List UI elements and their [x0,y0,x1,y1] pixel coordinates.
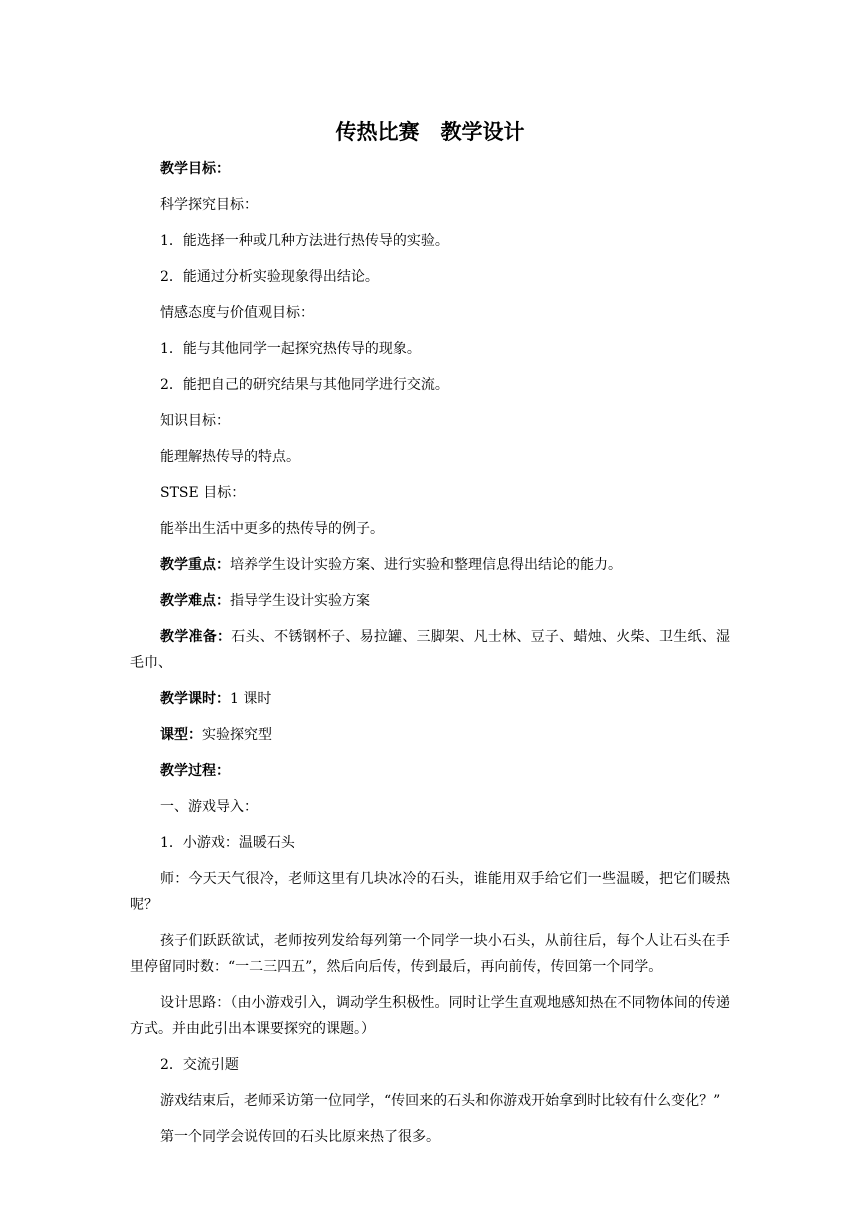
goals-heading: 教学目标： [160,161,230,177]
knowledge-heading: 知识目标： [160,413,230,429]
hours-text: 1 课时 [230,691,272,707]
knowledge-item-1: 能理解热传导的特点。 [160,449,300,465]
document-body [130,156,730,1160]
key-point-text: 培养学生设计实验方案、进行实验和整理信息得出结论的能力。 [230,557,622,573]
interview-paragraph: 游戏结束后，老师采访第一位同学，“传回来的石头和你游戏开始拿到时比较有什么变化？” [160,1093,721,1109]
science-item-1: 1．能选择一种或几种方法进行热传导的实验。 [160,233,449,249]
attitude-item-1: 1．能与其他同学一起探究热传导的现象。 [160,341,421,357]
attitude-item-2: 2．能把自己的研究结果与其他同学进行交流。 [160,377,449,393]
preparation-paragraph [130,624,730,676]
stse-heading: STSE 目标： [160,485,246,501]
science-heading: 科学探究目标： [160,197,258,213]
attitude-heading: 情感态度与价值观目标： [160,305,314,321]
children-paragraph: 孩子们跃跃欲试，老师按列发给每列第一个同学一块小石头，从前往后，每个人让石头在手里停留同时数：“一二三四五”，然后向后传，传到最后，再向前传，传回第一个同学。 [130,933,730,975]
design-paragraph: 设计思路：（由小游戏引入，调动学生积极性。同时让学生直观地感知热在不同物体间的传递方式。并由此引出本课要探究的课题。） [130,995,730,1037]
lesson-type-paragraph [130,722,730,748]
science-item-2: 2．能通过分析实验现象得出结论。 [160,269,379,285]
key-point-label: 教学重点： [160,557,230,573]
key-point-paragraph [130,552,730,578]
step-1-1-heading: 1．小游戏：温暖石头 [160,835,295,851]
preparation-label: 教学准备： [160,629,232,645]
teacher-paragraph: 师：今天天气很冷，老师这里有几块冰冷的石头，谁能用双手给它们一些温暖，把它们暖热呢？ [130,871,730,913]
answer-paragraph: 第一个同学会说传回的石头比原来热了很多。 [160,1129,440,1145]
step-1-heading: 一、游戏导入： [160,799,258,815]
difficulty-text: 指导学生设计实验方案 [230,593,370,609]
stse-item-1: 能举出生活中更多的热传导的例子。 [160,521,384,537]
document-title: 传热比赛 教学设计 [335,119,525,144]
difficulty-label: 教学难点： [160,593,230,609]
hours-paragraph [130,686,730,712]
step-1-2-heading: 2．交流引题 [160,1057,239,1073]
process-heading: 教学过程： [160,763,230,779]
lesson-type-label: 课型： [160,727,202,743]
lesson-type-text: 实验探究型 [202,727,272,743]
difficulty-paragraph [130,588,730,614]
hours-label: 教学课时： [160,691,230,707]
preparation-text: 石头、不锈钢杯子、易拉罐、三脚架、凡士林、豆子、蜡烛、火柴、卫生纸、湿毛巾、 [130,629,731,671]
